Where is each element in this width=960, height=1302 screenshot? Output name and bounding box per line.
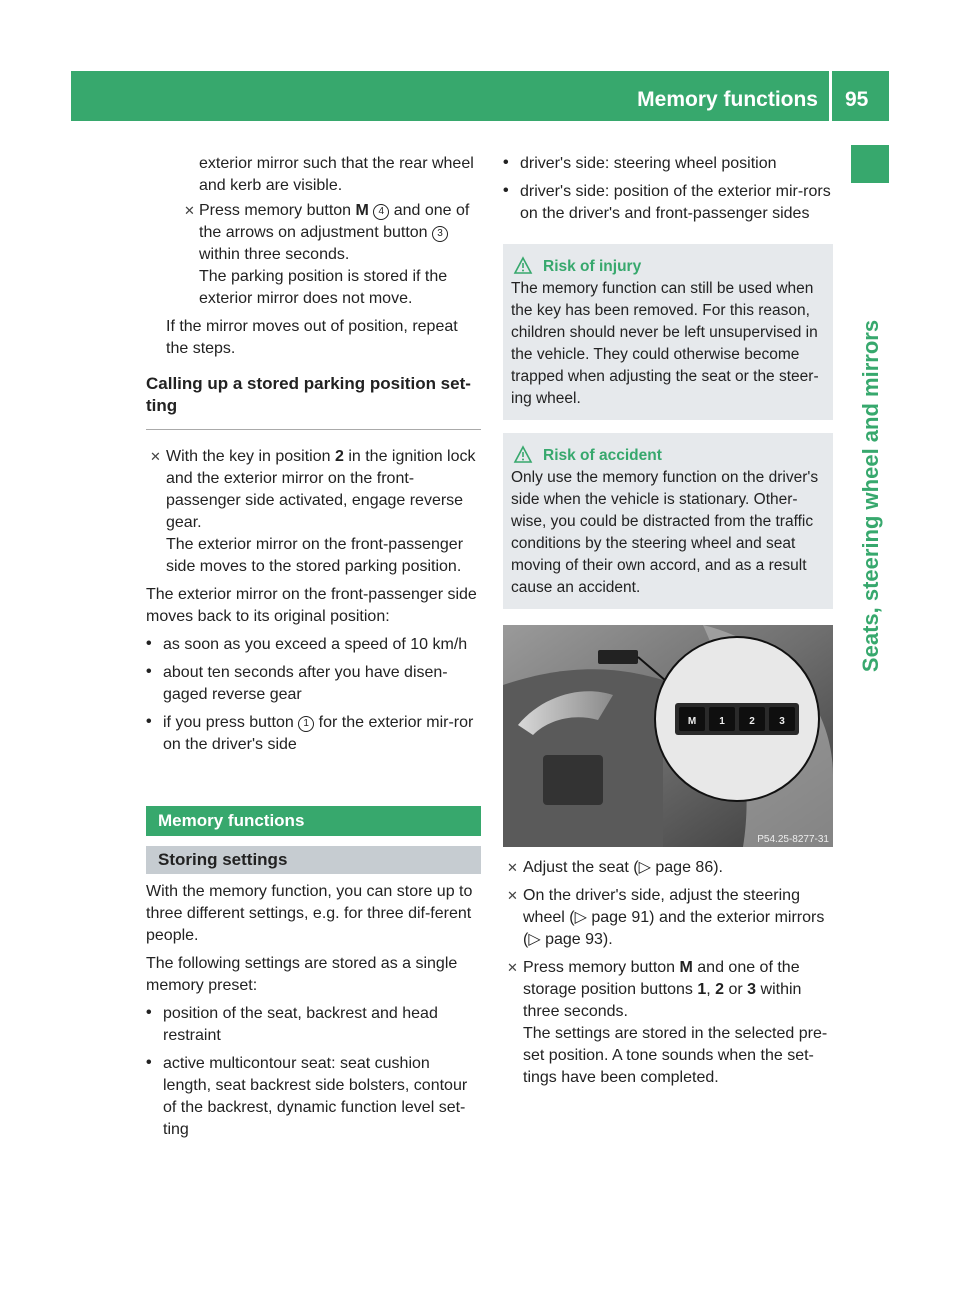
subsection-band: Storing settings	[146, 846, 481, 874]
callout-number: 1	[298, 716, 314, 732]
callout-number: 3	[432, 226, 448, 242]
warning-title: Risk of injury	[543, 256, 825, 278]
warning-title: Risk of accident	[543, 445, 825, 467]
callout-number: 4	[373, 204, 389, 220]
step-arrow-icon: ✕	[507, 888, 518, 903]
warning-triangle-icon	[513, 256, 533, 276]
list-item: • about ten seconds after you have disen-gaged reverse gear	[146, 663, 448, 703]
step-result: The parking position is stored if the exterior mirror does not move.	[199, 268, 448, 307]
right-column	[503, 153, 833, 1089]
page-number: 95	[845, 88, 869, 111]
step-result: The settings are stored in the selected pre-set position. A tone sounds when the set-tings have been completed.	[523, 1025, 828, 1086]
step-press-memory: ✕ Press memory button M 4 and one of the arrows on adjustment button 3 within three seconds. The parking position is stored if the exterior mirror does not move.	[184, 202, 470, 307]
warning-box-accident	[503, 433, 833, 609]
header-separator	[829, 71, 832, 121]
step-result: The exterior mirror on the front-passenger side moves to the stored parking position.	[166, 536, 464, 575]
button-label: 3	[779, 716, 785, 727]
page-title: Memory functions	[637, 88, 818, 111]
button-label: 1	[719, 716, 725, 727]
warning-box-injury	[503, 244, 833, 420]
chapter-tab	[851, 145, 889, 183]
button-label: M	[687, 716, 697, 727]
seat-memory-panel	[598, 650, 638, 664]
continuation-text: exterior mirror such that the rear wheel and kerb are visible.	[199, 155, 474, 194]
chapter-title: Seats, steering wheel and mirrors	[858, 319, 883, 673]
heading-rule	[146, 429, 481, 430]
list-item: • driver's side: steering wheel position	[503, 154, 777, 172]
warning-triangle-icon	[513, 445, 533, 465]
step-arrow-icon: ✕	[507, 960, 518, 975]
paragraph: With the memory function, you can store up to three different settings, e.g. for three dif-ferent people.	[146, 883, 473, 944]
step-arrow-icon: ✕	[184, 203, 195, 218]
step-arrow-icon: ✕	[507, 860, 518, 875]
list-item: • position of the seat, backrest and head restraint	[146, 1004, 438, 1044]
warning-text: Only use the memory function on the driver's side when the vehicle is stationary. Other-wise, you could be distracted from the traffic conditions by the steering wheel and seat moving of their own accord, and as a result cause an accident.	[511, 469, 819, 596]
step-adjust-wheel: ✕ On the driver's side, adjust the steering wheel (▷ page 91) and the exterior mirrors (▷ page 93).	[507, 887, 825, 948]
page-ref-icon: ▷	[574, 909, 592, 926]
window-switch-panel	[543, 755, 603, 805]
door-panel-photo	[503, 625, 833, 847]
list-item: • as soon as you exceed a speed of 10 km/h	[146, 635, 468, 653]
step-engage-reverse: ✕ With the key in position 2 in the ignition lock and the exterior mirror on the front-passenger side activated, engage reverse gear. The exterior mirror on the front-passenger side moves to the stored parking position.	[150, 448, 476, 575]
paragraph: The following settings are stored as a single memory preset:	[146, 955, 458, 994]
image-code: P54.25-8277-31	[757, 834, 829, 845]
warning-text: The memory function can still be used when the key has been removed. For this reason, children should never be left unsupervised in the vehicle. They could otherwise become trapped when adjusting the seat or the steer-ing wheel.	[511, 280, 819, 407]
paragraph: The exterior mirror on the front-passenger side moves back to its original position:	[146, 586, 477, 625]
list-item: • if you press button 1 for the exterior mir-ror on the driver's side	[146, 713, 474, 753]
page-ref-icon: ▷	[638, 859, 656, 876]
page-ref-icon: ▷	[528, 931, 546, 948]
section-band: Memory functions	[146, 806, 481, 836]
section-heading: Calling up a stored parking position set-ting	[146, 374, 471, 415]
left-column	[146, 153, 481, 1141]
step-adjust-seat: ✕ Adjust the seat (▷ page 86).	[503, 857, 833, 879]
step-press-memory-storage: ✕ Press memory button M and one of the storage position buttons 1, 2 or 3 within three seconds. The settings are stored in the selected pre-set position. A tone sounds when the set-tings have been completed.	[507, 959, 828, 1086]
note-text: If the mirror moves out of position, repeat the steps.	[166, 318, 458, 357]
list-item: • driver's side: position of the exterior mir-rors on the driver's and front-passenger sides	[503, 182, 831, 222]
button-label: 2	[749, 716, 755, 727]
list-item: • active multicontour seat: seat cushion length, seat backrest side bolsters, contour of the backrest, dynamic function level set-ting	[146, 1054, 468, 1138]
step-arrow-icon: ✕	[150, 449, 161, 464]
